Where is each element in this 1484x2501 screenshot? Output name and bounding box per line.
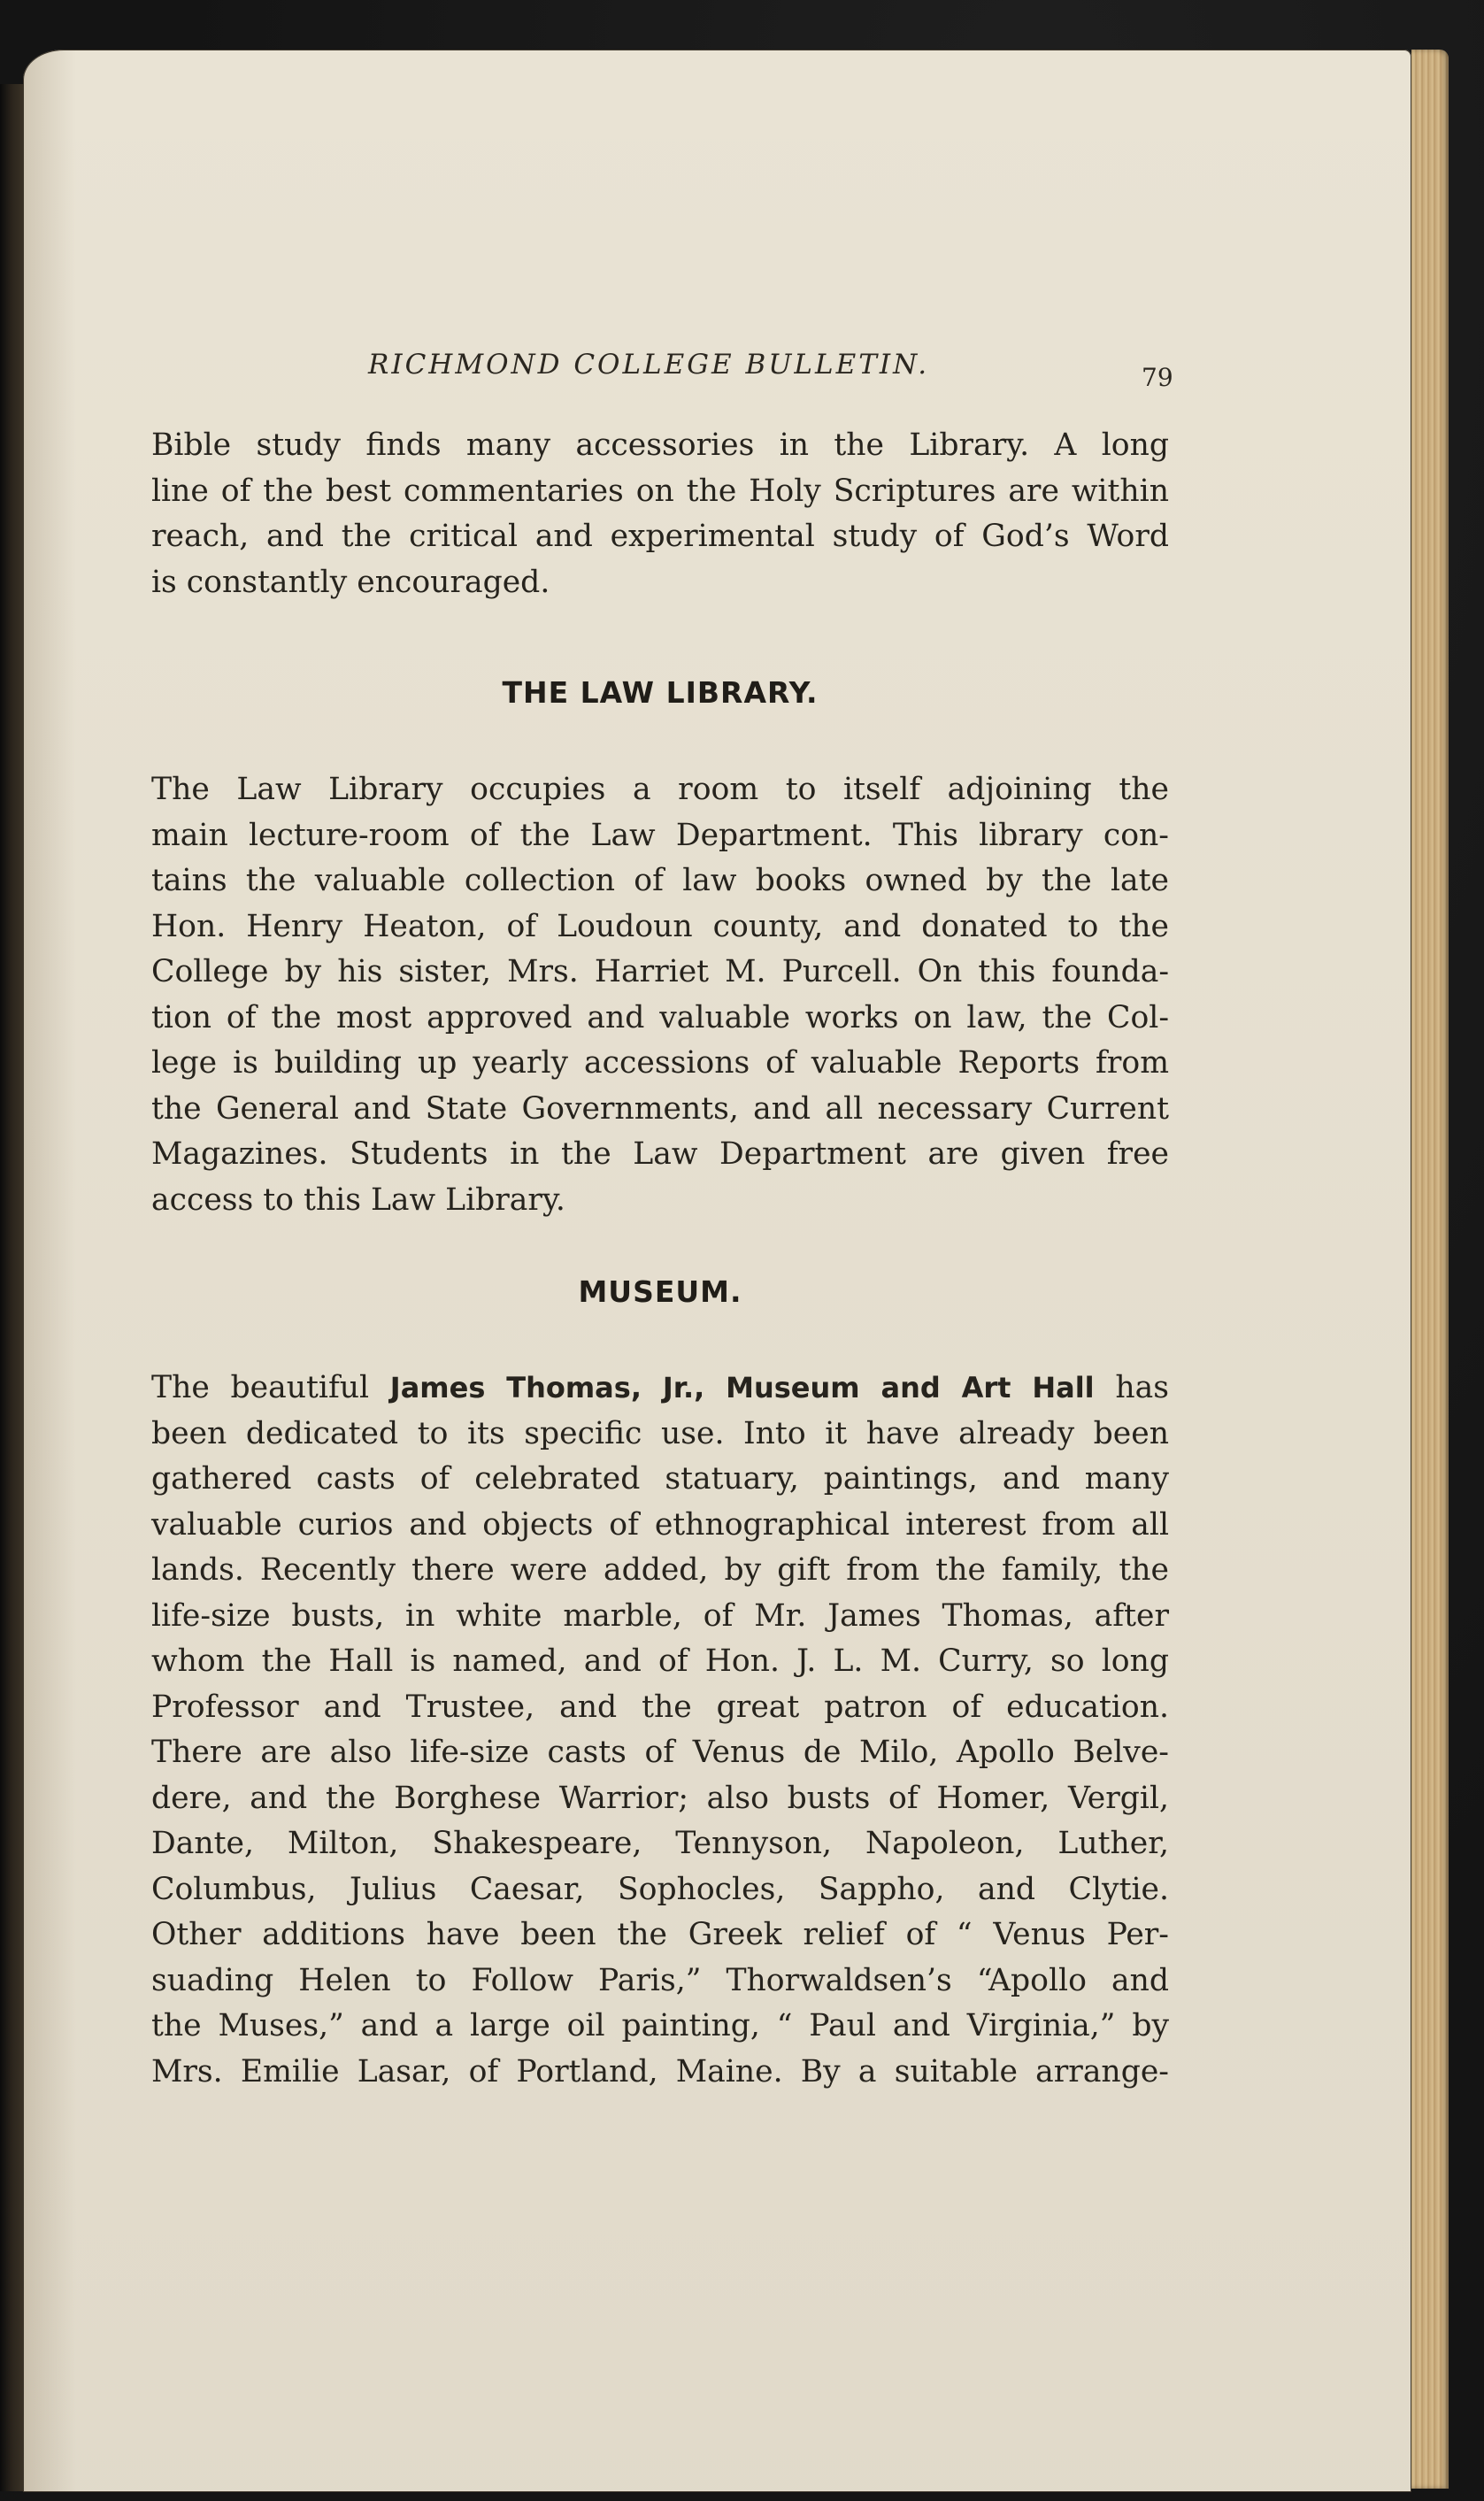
text-line: Dante, Milton, Shakespeare, Tennyson, Napoleon, Luther,	[151, 1826, 1169, 1861]
text-fragment: has	[1115, 1370, 1170, 1405]
museum-paragraph	[151, 1366, 1169, 2095]
law-library-paragraph	[151, 767, 1169, 1223]
text-line: valuable curios and objects of ethnographical interest from all	[151, 1506, 1169, 1543]
text-line	[151, 1366, 1169, 1412]
text-line: is constantly encouraged.	[151, 564, 550, 600]
text-line: suading Helen to Follow Paris,” Thorwaldsen’s “Apollo and	[151, 1962, 1169, 1998]
text-line: dere, and the Borghese Warrior; also busts of Homer, Vergil,	[151, 1780, 1169, 1816]
text-line: line of the best commentaries on the Holy Scriptures are within	[151, 473, 1169, 509]
text-line: whom the Hall is named, and of Hon. J. L. M. Curry, so long	[151, 1643, 1169, 1679]
text-line: access to this Law Library.	[151, 1181, 565, 1218]
text-line: the General and State Governments, and all necessary Current	[151, 1090, 1169, 1127]
text-line: the Muses,” and a large oil painting, “ Paul and Virginia,” by	[151, 2008, 1169, 2043]
text-line: Bible study finds many accessories in the Library. A long	[151, 427, 1169, 463]
text-line: life-size busts, in white marble, of Mr. James Thomas, after	[151, 1597, 1169, 1634]
museum-name-bold: James Thomas, Jr., Museum and Art Hall	[389, 1371, 1095, 1404]
text-line: lands. Recently there were added, by gift from the family, the	[151, 1552, 1169, 1588]
section-heading-law-library: THE LAW LIBRARY.	[502, 675, 819, 710]
text-line: Magazines. Students in the Law Department are given free	[151, 1136, 1169, 1172]
running-head: RICHMOND COLLEGE BULLETIN.	[368, 349, 930, 381]
text-line: tains the valuable collection of law books owned by the late	[151, 863, 1169, 898]
text-line: main lecture-room of the Law Department. This library con-	[151, 817, 1169, 853]
text-line: Professor and Trustee, and the great patron of education.	[151, 1689, 1169, 1725]
text-line: lege is building up yearly accessions of valuable Reports from	[151, 1045, 1169, 1081]
section-heading-museum: MUSEUM.	[578, 1274, 742, 1309]
text-line: Other additions have been the Greek relief of “ Venus Per-	[151, 1917, 1169, 1952]
book-spine	[0, 84, 23, 2491]
text-line: The Law Library occupies a room to itself adjoining the	[151, 772, 1169, 807]
page-edges	[1411, 50, 1449, 2489]
text-line: Mrs. Emilie Lasar, of Portland, Maine. By a suitable arrange-	[151, 2053, 1169, 2089]
text-fragment: The beautiful	[151, 1370, 370, 1405]
text-line: been dedicated to its specific use. Into it have already been	[151, 1415, 1169, 1451]
text-line: Columbus, Julius Caesar, Sophocles, Sappho, and Clytie.	[151, 1871, 1169, 1907]
text-line: There are also life-size casts of Venus de Milo, Apollo Belve-	[151, 1735, 1169, 1770]
text-line: tion of the most approved and valuable works on law, the Col-	[151, 999, 1169, 1035]
text-line: Hon. Henry Heaton, of Loudoun county, and donated to the	[151, 908, 1169, 944]
text-line: gathered casts of celebrated statuary, paintings, and many	[151, 1461, 1169, 1497]
text-line: College by his sister, Mrs. Harriet M. Purcell. On this founda-	[151, 954, 1169, 989]
text-line: reach, and the critical and experimental study of God’s Word	[151, 519, 1169, 554]
book-page	[23, 50, 1411, 2492]
page-number: 79	[1142, 363, 1173, 392]
intro-paragraph	[151, 423, 1169, 605]
